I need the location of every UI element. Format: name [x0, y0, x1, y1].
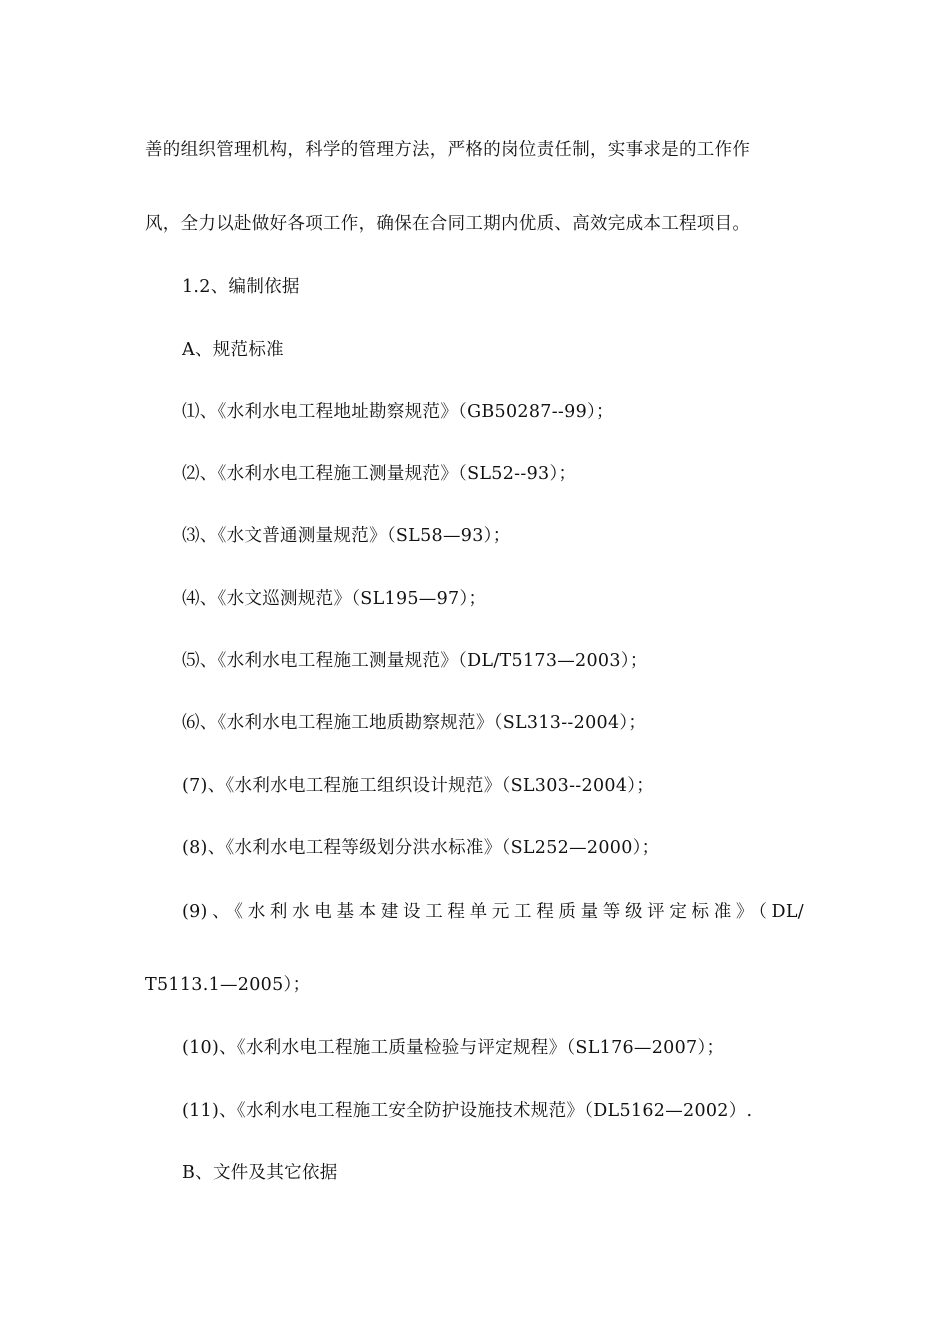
- paragraph-line-1: 善的组织管理机构，科学的管理方法，严格的岗位责任制，实事求是的工作作: [145, 140, 751, 160]
- subsection-a-heading: A、规范标准: [182, 340, 284, 360]
- subsection-b-heading: B、文件及其它依据: [182, 1163, 338, 1183]
- list-item: (9)、《水利水电基本建设工程单元工程质量等级评定标准》（DL/: [182, 902, 804, 922]
- list-item: ⑸、《水利水电工程施工测量规范》（DL/T5173—2003）；: [182, 651, 648, 671]
- paragraph-line-2: 风，全力以赴做好各项工作，确保在合同工期内优质、高效完成本工程项目。: [145, 214, 751, 234]
- list-item: ⑷、《水文巡测规范》（SL195—97）；: [182, 589, 487, 609]
- list-item: ⑵、《水利水电工程施工测量规范》（SL52--93）；: [182, 464, 577, 484]
- list-item: (11)、《水利水电工程施工安全防护设施技术规范》（DL5162—2002）.: [182, 1101, 753, 1121]
- list-item: ⑹、《水利水电工程施工地质勘察规范》（SL313--2004）；: [182, 713, 647, 733]
- list-item: (8)、《水利水电工程等级划分洪水标准》（SL252—2000）；: [182, 838, 660, 858]
- section-heading: 1.2、编制依据: [182, 277, 300, 297]
- list-item: (10)、《水利水电工程施工质量检验与评定规程》（SL176—2007）；: [182, 1038, 725, 1058]
- list-item-continuation: T5113.1—2005）；: [145, 975, 311, 995]
- list-item: ⑶、《水文普通测量规范》（SL58—93）；: [182, 526, 511, 546]
- list-item: ⑴、《水利水电工程地址勘察规范》（GB50287--99）；: [182, 402, 614, 422]
- list-item: (7)、《水利水电工程施工组织设计规范》（SL303--2004）；: [182, 776, 655, 796]
